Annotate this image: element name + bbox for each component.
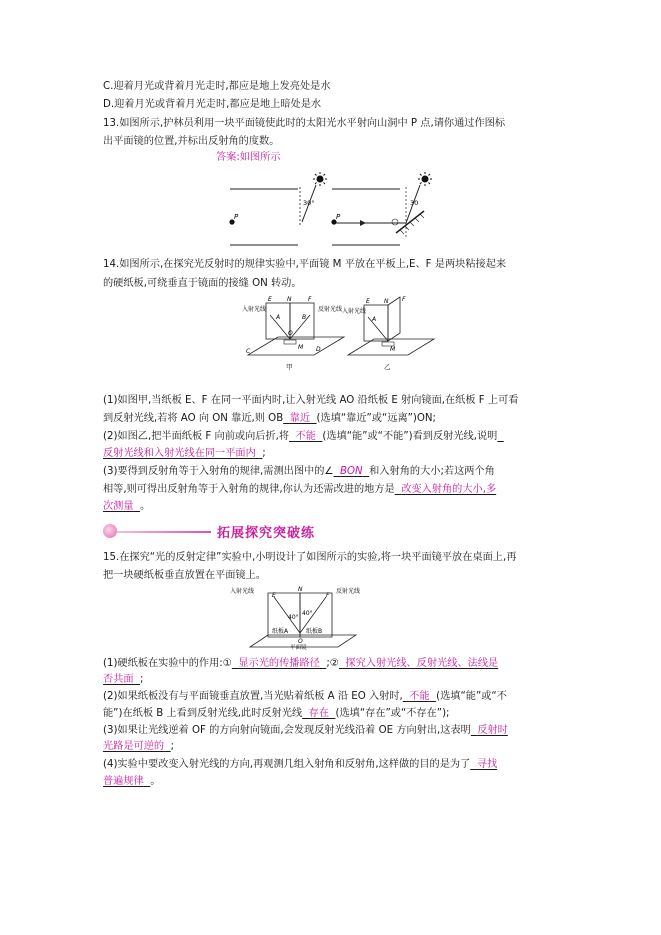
- label-p-left: P: [234, 213, 239, 221]
- svg-text:E: E: [272, 592, 276, 599]
- q14-3-text-2: 相等,则可得出反射角等于入射角的规律,你认为还需改进的地方是 改变入射角的大小,多: [103, 484, 497, 495]
- section-bar: [111, 531, 211, 533]
- caption-yi: 乙: [384, 363, 391, 371]
- section-header: [103, 522, 563, 540]
- figure-13: [220, 167, 450, 249]
- q13-answer: 答案:如图所示: [216, 152, 281, 163]
- q15-2-text-1: (2)如果纸板没有与平面镜垂直放置,当光贴着纸板 A 沿 EO 入射时, 不能 (选填“能”或“不: [103, 691, 507, 702]
- q14-2-text-1: (2)如图乙,把半面纸板 F 向前或向后折,将 不能 (选填“能”或“不能”)看到反射光线,说明: [103, 431, 498, 442]
- svg-text:40°: 40°: [302, 610, 313, 617]
- svg-text:A: A: [276, 314, 281, 321]
- q14-1-answer: 靠近: [289, 413, 311, 424]
- q15-text-2: 把一块硬纸板垂直放置在平面镜上。: [103, 570, 266, 581]
- q15-3-text-2: 光路是可逆的 ;: [103, 741, 175, 752]
- q15-2-answer: 不能: [409, 691, 430, 702]
- q14-2-answer-2: 反射光线和入射光线在同一平面内: [103, 448, 256, 459]
- incident-label-yi: 入射光线: [342, 308, 367, 315]
- svg-text:F: F: [308, 296, 312, 303]
- option-c: C.迎着月光或背着月光走时,都应是地上发亮处是水: [103, 81, 331, 92]
- angle-right: 30: [410, 199, 419, 207]
- q15-2-text-2: 能”)在纸板 B 上看到反射光线,此时反射光线 存在 (选填“存在”或“不存在”);: [103, 708, 450, 719]
- svg-text:D: D: [316, 346, 321, 353]
- incident-label-15: 入射光线: [230, 588, 255, 595]
- svg-text:N: N: [298, 586, 303, 593]
- svg-text:F: F: [326, 592, 330, 599]
- reflect-label-15: 反射光线: [336, 588, 361, 595]
- svg-text:平面镜: 平面镜: [290, 645, 307, 650]
- figure-14: [238, 293, 438, 373]
- svg-text:纸板A: 纸板A: [272, 628, 289, 635]
- q14-text-1: 14.如图所示,在探究光反射时的规律实验中,平面镜 M 平放在平板上,E、F 是两块粘接起来: [103, 259, 507, 270]
- q14-1-text-2: 到反射光线,若将 AO 向 ON 靠近,则 OB 靠近 (选填“靠近”或“远离”)ON;: [103, 413, 436, 424]
- q14-text-2: 的硬纸板,可绕垂直于镜面的接缝 ON 转动。: [103, 278, 302, 289]
- reflect-label-jia: 反射光线: [318, 306, 343, 313]
- q14-1-text-1: (1)如图甲,当纸板 E、F 在同一平面内时,让入射光线 AO 沿纸板 E 射向镜面,在纸板 F 上可看: [103, 395, 519, 406]
- q15-1-answer-1: 显示光的传播路径: [238, 658, 320, 669]
- q15-text-1: 15.在探究“光的反射定律”实验中,小明设计了如图所示的实验,将一块平面镜平放在桌面上,再: [103, 552, 517, 563]
- svg-text:N: N: [287, 296, 292, 303]
- q14-2-text-2: 反射光线和入射光线在同一平面内 ;: [103, 448, 266, 459]
- sun-icon-right: [418, 172, 432, 186]
- q14-3-text-3: 次测量 。: [103, 501, 151, 512]
- q13-text-1: 13.如图所示,护林员利用一块平面镜使此时的太阳光水平射向山洞中 P 点,请你通过作图标: [103, 118, 506, 129]
- svg-text:N: N: [384, 298, 389, 305]
- q15-2-answer-2: 存在: [308, 708, 330, 719]
- option-d: D.迎着月光或背着月光走时,都应是地上暗处是水: [103, 99, 322, 110]
- q14-3-answer-2: 改变入射角的大小,多: [401, 484, 497, 495]
- svg-text:纸板B: 纸板B: [306, 628, 323, 635]
- q15-4-answer: 寻找: [476, 759, 498, 770]
- q14-3-answer: BON: [340, 466, 363, 477]
- incident-label-jia: 入射光线: [242, 306, 267, 313]
- svg-text:B: B: [302, 314, 307, 321]
- caption-jia: 甲: [286, 363, 293, 371]
- section-title: 拓展探究突破练: [217, 526, 316, 541]
- sun-icon: [313, 172, 327, 186]
- section-dot-icon: [103, 524, 117, 538]
- angle-left: 30°: [303, 199, 315, 207]
- q15-1-text-2: 否共面 ;: [103, 674, 144, 685]
- q14-3-text-1: (3)要得到反射角等于入射角的规律,需测出图中的∠ BON 和入射角的大小;若这两个角: [103, 466, 495, 477]
- q14-2-answer: 不能: [295, 431, 316, 442]
- q15-4-text-1: (4)实验中要改变入射光线的方向,再观测几组入射角和反射角,这样做的目的是为了 寻找: [103, 759, 498, 770]
- svg-text:M: M: [390, 346, 396, 353]
- q15-3-text-1: (3)如果让光线逆着 OF 的方向射向镜面,会发现反射光线沿着 OE 方向射出,这表明 反射时: [103, 725, 508, 736]
- label-p-right: P: [336, 213, 341, 221]
- q15-4-text-2: 普遍规律 。: [103, 776, 161, 787]
- q15-3-answer: 反射时: [477, 725, 508, 736]
- svg-text:O: O: [298, 638, 303, 645]
- figure-15: [228, 585, 403, 650]
- svg-text:E: E: [268, 296, 272, 303]
- svg-text:C: C: [246, 348, 251, 355]
- q13-text-2: 出平面镜的位置,并标出反射角的度数。: [103, 136, 280, 147]
- q15-1-answer-2: 探究入射光线、反射光线、法线是: [345, 658, 499, 669]
- svg-text:E: E: [366, 298, 370, 305]
- svg-text:A: A: [372, 316, 377, 323]
- svg-text:M: M: [298, 344, 304, 351]
- svg-text:O: O: [288, 330, 293, 337]
- svg-text:F: F: [402, 296, 406, 303]
- q15-1-text-1: (1)硬纸板在实验中的作用:① 显示光的传播路径 ;② 探究入射光线、反射光线、法线是: [103, 658, 499, 669]
- svg-text:40°: 40°: [288, 614, 299, 621]
